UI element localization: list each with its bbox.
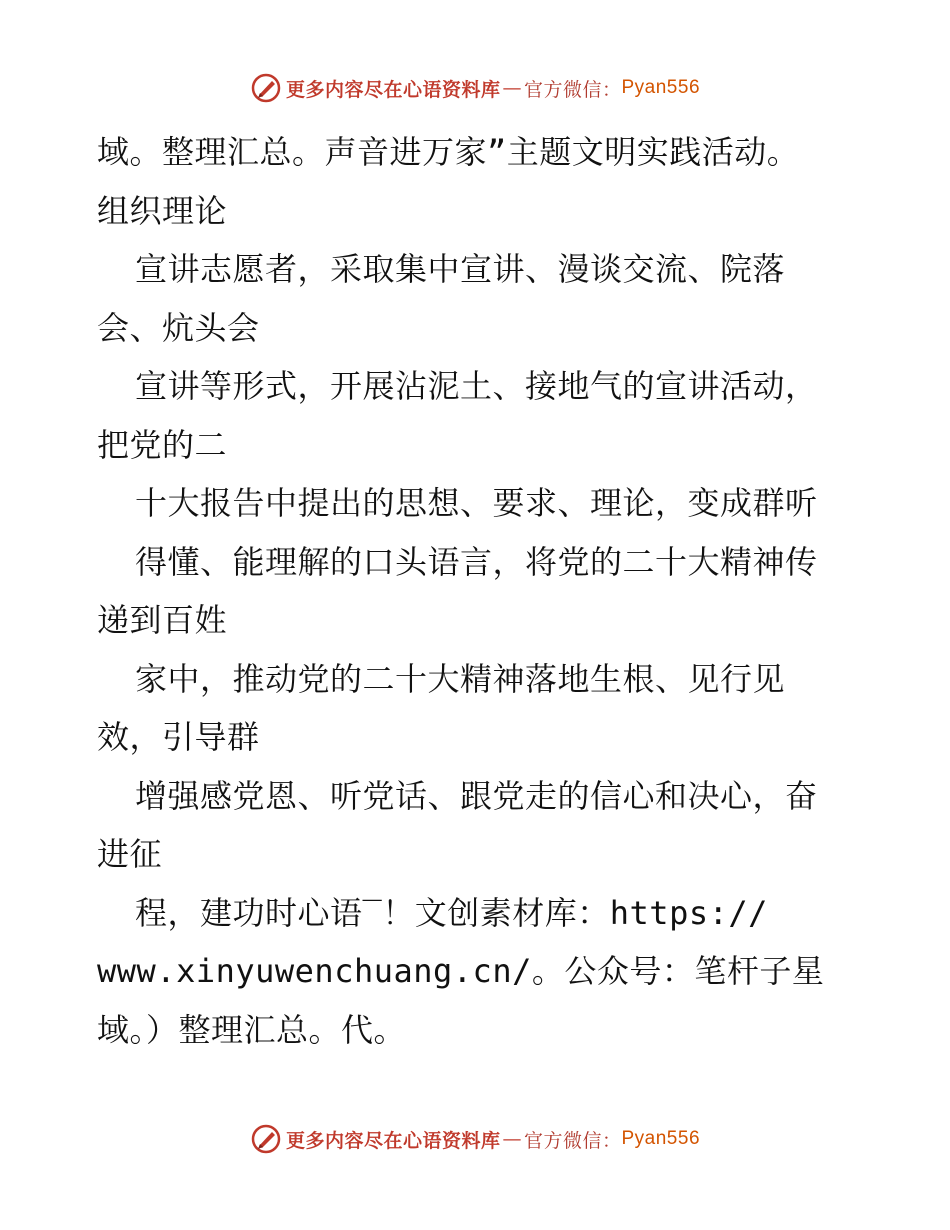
text-line: 十大报告中提出的思想、要求、理论，变成群听 <box>135 484 818 522</box>
text-line: 程，建功时心语‾！文创素材库：https:// <box>135 893 768 932</box>
watermark-wechat-label: 官方微信： <box>523 78 622 101</box>
text-line: 增强感党恩、听党话、跟党走的信心和决心，奋 <box>135 776 818 815</box>
text-line: 递到百姓 <box>97 601 228 639</box>
text-line: 域。整理汇总。声音进万家”主题文明实践活动。 <box>97 133 800 171</box>
text-line: 宣讲等形式，开展沾泥土、接地气的宣讲活动， <box>135 367 818 405</box>
watermark-wechat-label: 官方微信： <box>523 1129 622 1152</box>
text-line: 宣讲志愿者，采取集中宣讲、漫谈交流、院落 <box>135 250 786 288</box>
text-line: www.xinyuwenchuang.cn/。公众号：笔杆子星 <box>97 952 825 990</box>
header-watermark <box>0 72 950 104</box>
watermark-text: 更多内容尽在心语资料库 <box>285 78 501 101</box>
watermark-wechat-id: Pyan556 <box>621 1128 701 1149</box>
footer-watermark <box>0 1123 950 1155</box>
watermark-wechat-id: Pyan556 <box>621 77 701 98</box>
watermark-separator: — <box>502 77 522 99</box>
document-body <box>97 123 877 1059</box>
text-line: 效，引导群 <box>97 718 260 756</box>
text-line: 把党的二 <box>97 425 228 464</box>
text-line: 家中，推动党的二十大精神落地生根、见行见 <box>135 659 786 698</box>
watermark-separator: — <box>502 1128 522 1150</box>
pen-circle-icon <box>250 1123 282 1155</box>
text-line: 会、炕头会 <box>97 308 260 347</box>
text-line: 域。）整理汇总。代。 <box>97 1010 407 1049</box>
text-line: 得懂、能理解的口头语言，将党的二十大精神传 <box>135 542 818 581</box>
pen-circle-icon <box>250 72 282 104</box>
watermark-text: 更多内容尽在心语资料库 <box>285 1129 501 1152</box>
text-line: 组织理论 <box>97 191 228 230</box>
text-line: 进征 <box>97 835 163 873</box>
